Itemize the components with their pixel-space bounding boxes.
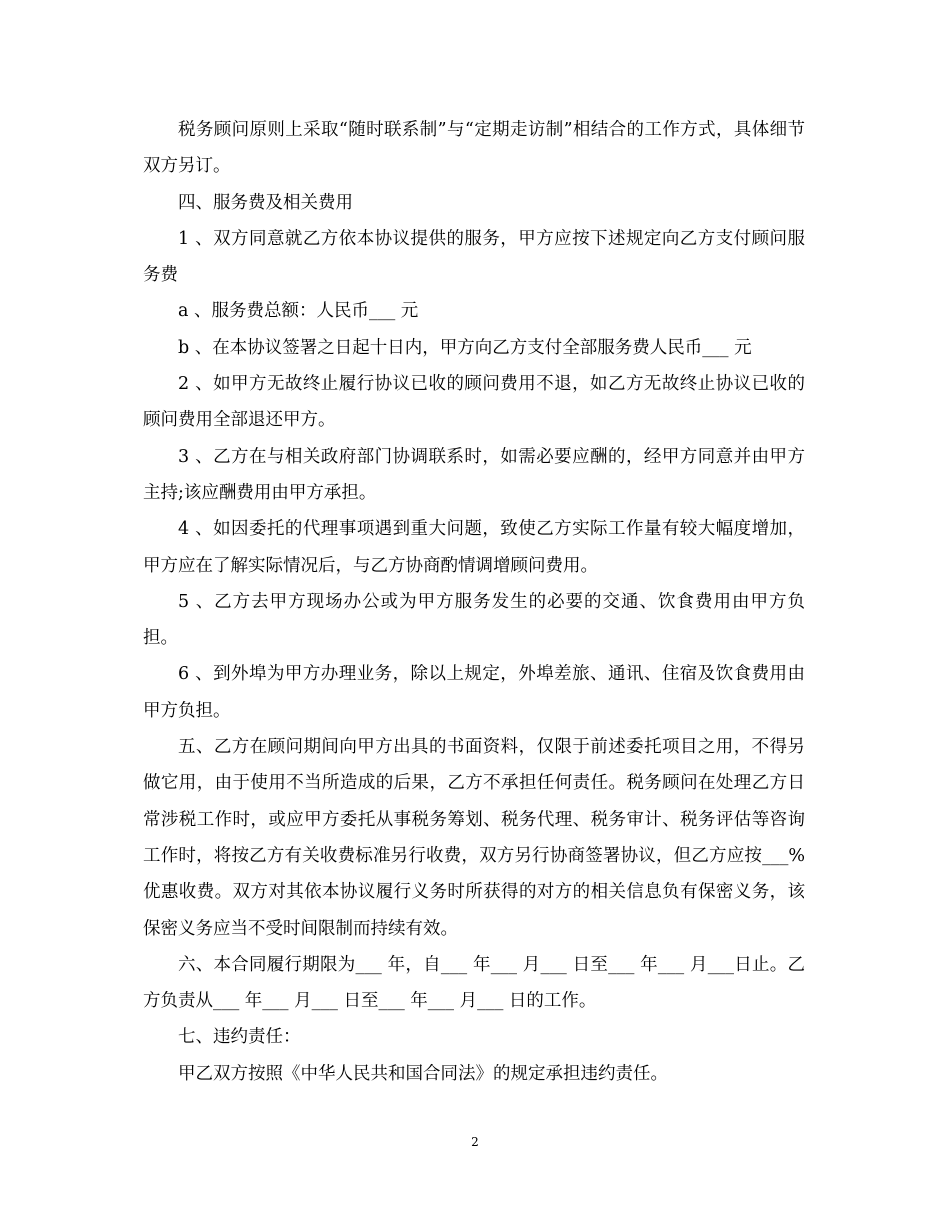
paragraph-liability: 甲乙双方按照《中华人民共和国合同法》的规定承担违约责任。 <box>178 1063 668 1084</box>
paragraph-section-5: 五、乙方在顾问期间向甲方出具的书面资料，仅限于前述委托项目之用，不得另做它用，由于使用不当所造成的后果，乙方不承担任何责任。税务顾问在处理乙方日常涉税工作时，或应甲方委托从事税务筹划、税务代理、税务审计、税务评估等咨询工作时，将按乙方有关收费标准另行收费，双方另行协商签署协议，但乙方应按___%优惠收费。双方对其依本协议履行义务时所获得的对方的相关信息负有保密义务，该保密义务应当不受时间限制而持续有效。 <box>143 737 805 939</box>
paragraph-fee-total: a 、服务费总额：人民币___ 元 <box>178 301 419 322</box>
paragraph-fee-clause-3: 3 、乙方在与相关政府部门协调联系时，如需必要应酬的，经甲方同意并由甲方主持;该应酬费用由甲方承担。 <box>143 446 805 503</box>
paragraph-fee-payment: b 、在本协议签署之日起十日内，甲方向乙方支付全部服务费人民币___ 元 <box>178 337 752 358</box>
paragraph-work-method: 税务顾问原则上采取“随时联系制”与“定期走访制”相结合的工作方式，具体细节双方另订。 <box>143 120 805 177</box>
document-body <box>143 112 805 1092</box>
heading-service-fees: 四、服务费及相关费用 <box>178 192 353 213</box>
page-number: 2 <box>471 1135 479 1149</box>
paragraph-fee-clause-2: 2 、如甲方无故终止履行协议已收的顾问费用不退，如乙方无故终止协议已收的顾问费用全部退还甲方。 <box>143 374 805 431</box>
heading-liability: 七、违约责任： <box>178 1027 301 1048</box>
paragraph-fee-clause-5: 5 、乙方去甲方现场办公或为甲方服务发生的必要的交通、饮食费用由甲方负担。 <box>143 591 805 649</box>
paragraph-section-6: 六、本合同履行期限为___ 年，自___ 年___ 月___ 日至___ 年___ 月___日止。乙方负责从___ 年___ 月___ 日至___ 年___ 月___ 日的工作。 <box>143 954 805 1012</box>
paragraph-fee-clause-1: 1 、双方同意就乙方依本协议提供的服务，甲方应按下述规定向乙方支付顾问服务费 <box>143 228 805 286</box>
paragraph-fee-clause-6: 6 、到外埠为甲方办理业务，除以上规定，外埠差旅、通讯、住宿及饮食费用由甲方负担。 <box>143 664 805 721</box>
paragraph-fee-clause-4: 4 、如因委托的代理事项遇到重大问题，致使乙方实际工作量有较大幅度增加，甲方应在了解实际情况后，与乙方协商酌情调增顾问费用。 <box>143 519 805 576</box>
